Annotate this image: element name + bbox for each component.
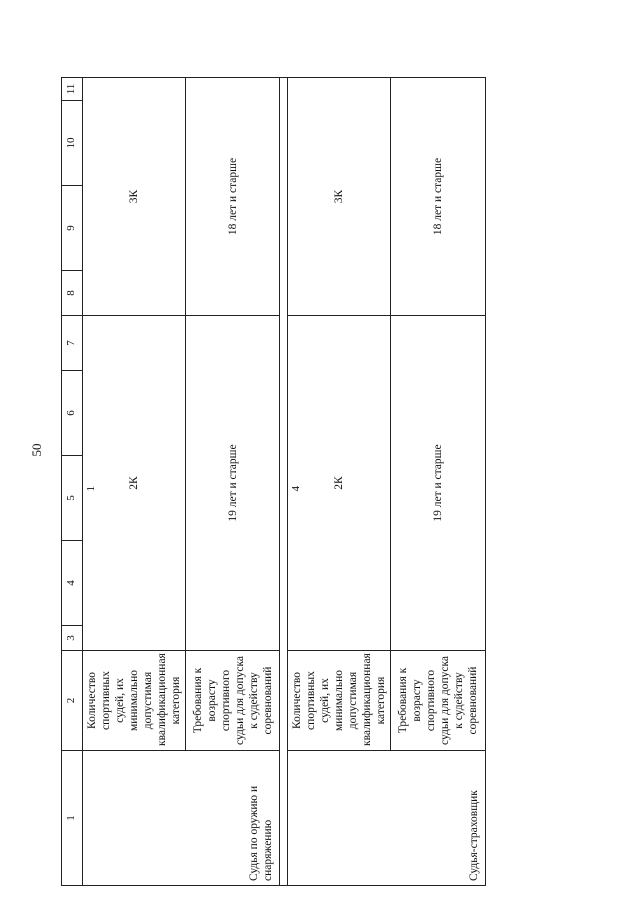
parameter-cell: Количество спортивных судей, их минимально допустимая квалификационная категория: [83, 651, 186, 751]
section-number: 4: [290, 486, 303, 492]
requirements-table: [61, 77, 486, 886]
value-cell-right: 3К: [83, 78, 186, 316]
table-row: [83, 78, 186, 886]
parameter-cell: Требования к возрасту спортивного судьи для допуска к судейству соревнований: [391, 651, 486, 751]
header-col-7: 7: [62, 316, 83, 371]
value-cell-right: 3К: [288, 78, 391, 316]
header-col-2: 2: [62, 651, 83, 751]
parameter-cell: Количество спортивных судей, их минимально допустимая квалификационная категория: [288, 651, 391, 751]
parameter-cell: Требования к возрасту спортивного судьи для допуска к судейству соревнований: [186, 651, 280, 751]
header-col-10: 10: [62, 101, 83, 186]
section-number: 1: [85, 486, 97, 492]
header-col-5: 5: [62, 456, 83, 541]
value-cell-right: 18 лет и старше: [391, 78, 486, 316]
section-separator: [280, 78, 288, 886]
value-cell-right: 18 лет и старше: [186, 78, 280, 316]
header-col-3: 3: [62, 626, 83, 651]
header-col-1: 1: [62, 751, 83, 886]
role-cell: Судья-страховщик: [288, 751, 486, 886]
page-number: 50: [29, 443, 44, 457]
header-col-4: 4: [62, 541, 83, 626]
header-row: [62, 78, 83, 886]
value-cell-left: 19 лет и старше: [391, 316, 486, 651]
value-cell-left: 19 лет и старше: [186, 316, 280, 651]
header-col-6: 6: [62, 371, 83, 456]
value-cell-left: 2К 4: [288, 316, 391, 651]
header-col-9: 9: [62, 186, 83, 271]
role-cell: Судья по оружию и снаряжению: [83, 751, 280, 886]
separator-cell: [280, 78, 288, 886]
header-col-11: 11: [62, 78, 83, 101]
table-row: [288, 78, 391, 886]
value-cell-left: 2К 1: [83, 316, 186, 651]
header-col-8: 8: [62, 271, 83, 316]
